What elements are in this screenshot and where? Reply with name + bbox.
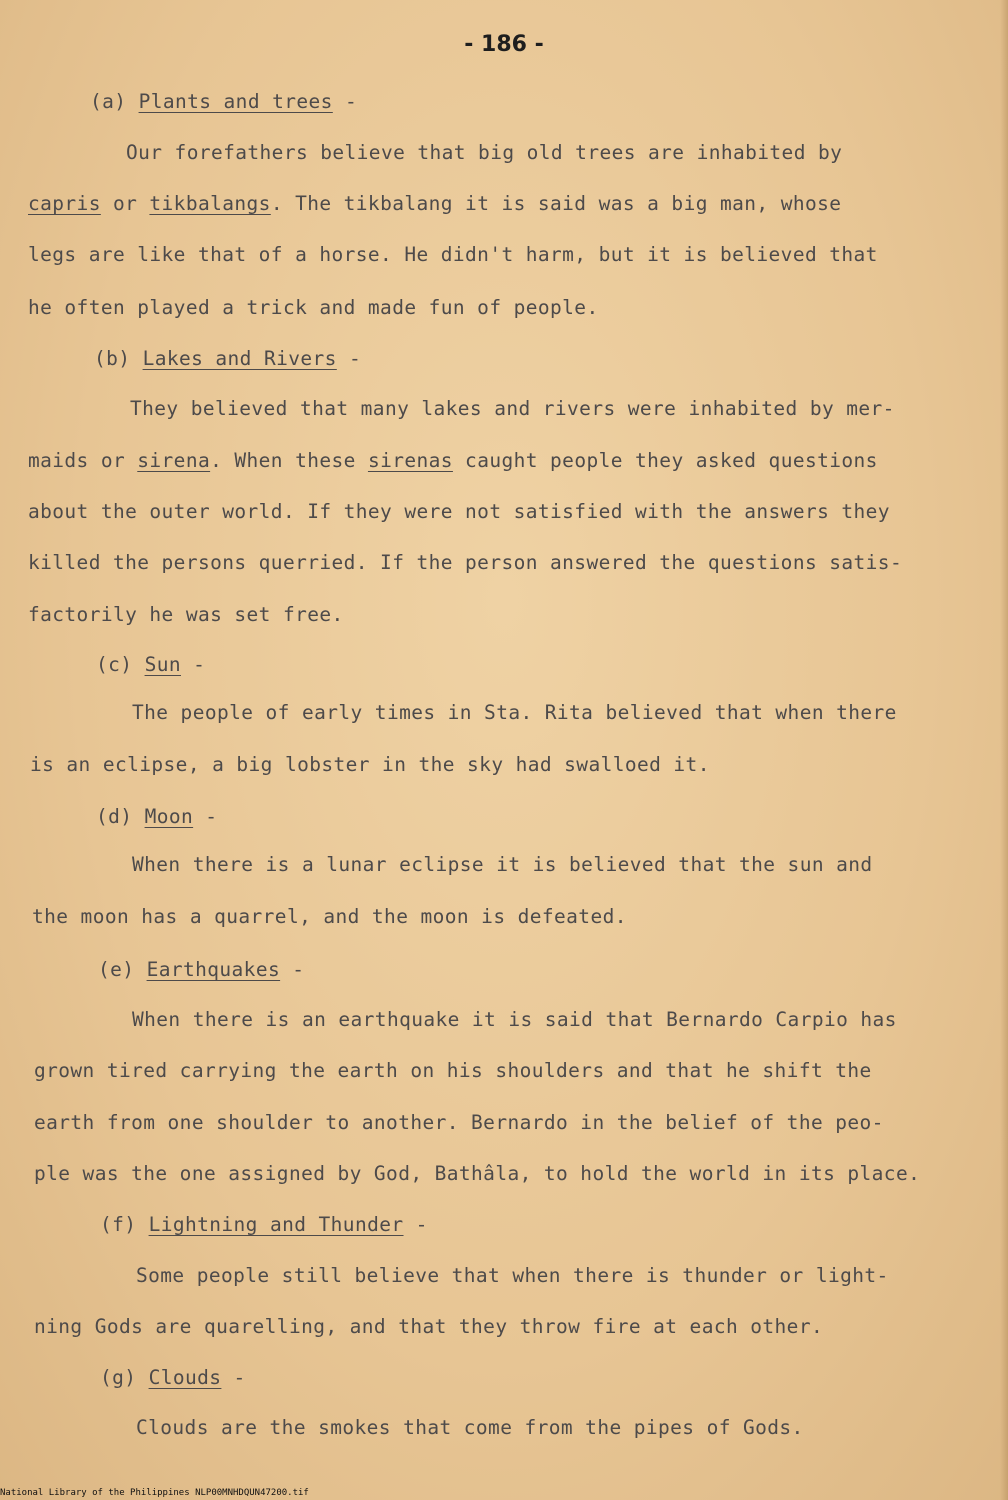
heading-lakes-and-rivers	[94, 347, 361, 370]
heading-dash: -	[332, 90, 358, 113]
heading-label: (b)	[94, 347, 131, 370]
text-line: When there is a lunar eclipse it is believed that the sun and	[132, 853, 873, 876]
heading-label: (f)	[100, 1213, 137, 1236]
heading-label: (d)	[96, 805, 133, 828]
heading-title: Lakes and Rivers	[142, 347, 337, 370]
heading-title: Lightning and Thunder	[148, 1213, 404, 1236]
text-line: about the outer world. If they were not satisfied with the answers they	[28, 500, 890, 523]
term-sirena: sirena	[137, 449, 211, 472]
heading-dash: -	[280, 958, 305, 981]
text-line: Our forefathers believe that big old trees are inhabited by	[126, 141, 843, 164]
text-line: grown tired carrying the earth on his shoulders and that he shift the	[34, 1059, 872, 1082]
heading-dash: -	[193, 805, 218, 828]
heading-dash: -	[180, 653, 206, 676]
heading-label: (g)	[100, 1366, 137, 1389]
text-line: factorily he was set free.	[28, 603, 344, 626]
text-line: They believed that many lakes and rivers were inhabited by mer-	[130, 397, 895, 420]
heading-title: Clouds	[148, 1366, 222, 1389]
text-line: Clouds are the smokes that come from the pipes of Gods.	[136, 1416, 804, 1439]
heading-clouds	[100, 1366, 246, 1389]
text-line: legs are like that of a horse. He didn't harm, but it is believed that	[28, 243, 878, 266]
text-line: he often played a trick and made fun of people.	[28, 296, 599, 319]
text-line: ning Gods are quarelling, and that they throw fire at each other.	[34, 1315, 824, 1338]
term-capris: capris	[28, 192, 101, 215]
page-edge-shadow	[1000, 0, 1008, 1500]
heading-title: Moon	[144, 805, 194, 828]
text-line-underlined: capris or tikbalangs. The tikbalang it is said was a big man, whose	[28, 192, 842, 215]
heading-label: (e)	[98, 958, 135, 981]
heading-title: Sun	[144, 653, 181, 676]
text-line: ple was the one assigned by God, Bathâla, to hold the world in its place.	[34, 1162, 921, 1185]
heading-moon	[96, 805, 217, 828]
page-number: - 186 -	[464, 32, 544, 57]
heading-sun	[96, 653, 205, 676]
text-line: is an eclipse, a big lobster in the sky had swalloed it.	[30, 753, 710, 776]
text-line: the moon has a quarrel, and the moon is defeated.	[32, 905, 627, 928]
heading-dash: -	[336, 347, 362, 370]
heading-label: (c)	[96, 653, 133, 676]
heading-title: Plants and trees	[138, 90, 333, 113]
text-line: killed the persons querried. If the person answered the questions satis-	[28, 551, 903, 574]
text-line: earth from one shoulder to another. Bernardo in the belief of the peo-	[34, 1111, 884, 1134]
text-line: Some people still believe that when there is thunder or light-	[136, 1264, 889, 1287]
term-tikbalangs: tikbalangs	[149, 192, 271, 215]
heading-earthquakes	[98, 958, 304, 981]
text-line: The people of early times in Sta. Rita believed that when there	[132, 701, 897, 724]
term-sirenas: sirenas	[367, 449, 453, 472]
heading-lightning-and-thunder	[100, 1213, 428, 1236]
heading-title: Earthquakes	[146, 958, 281, 981]
text-line-underlined: maids or sirena. When these sirenas caught people they asked questions	[28, 449, 878, 472]
heading-dash: -	[403, 1213, 428, 1236]
heading-label: (a)	[90, 90, 127, 113]
heading-plants-and-trees	[90, 90, 357, 113]
heading-dash: -	[221, 1366, 246, 1389]
scan-footer: National Library of the Philippines NLP00MNHDQUN47200.tif	[0, 1488, 309, 1498]
text-line: When there is an earthquake it is said that Bernardo Carpio has	[132, 1008, 897, 1031]
